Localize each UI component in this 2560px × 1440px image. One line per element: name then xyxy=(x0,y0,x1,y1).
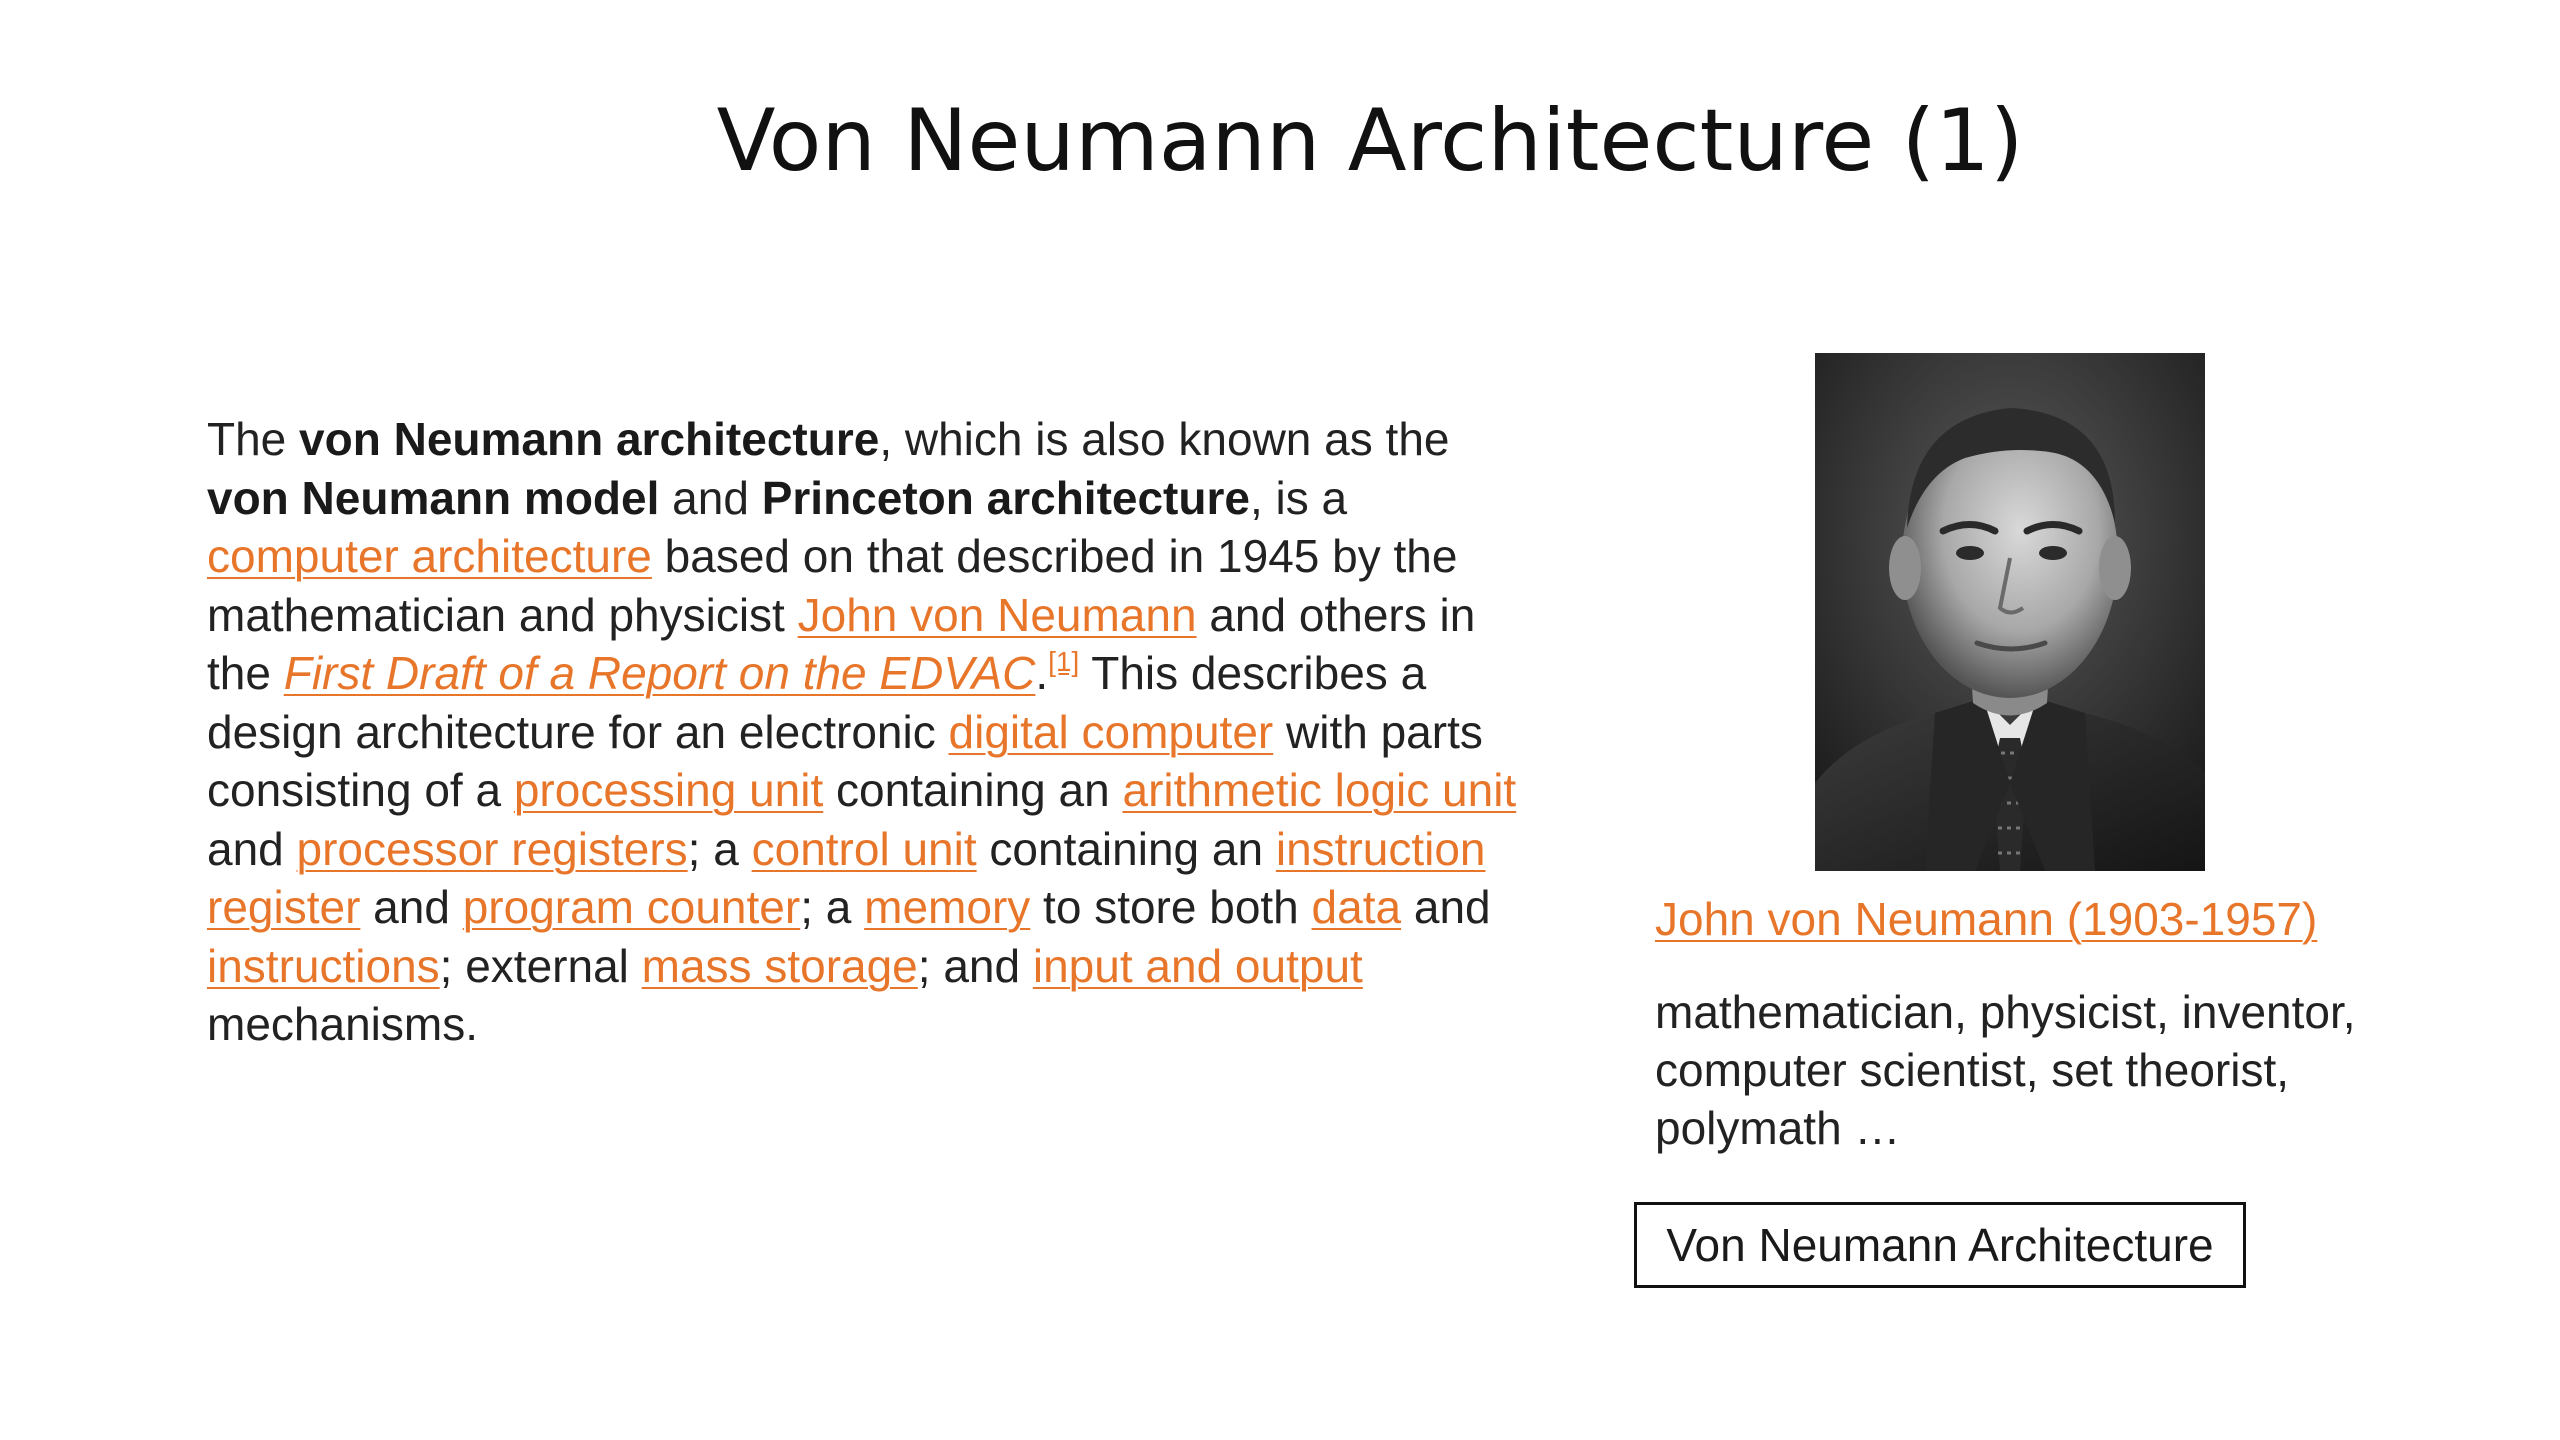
link-processing-unit[interactable]: processing unit xyxy=(513,764,824,816)
link-john-von-neumann[interactable]: John von Neumann xyxy=(797,588,1197,641)
portrait-description: mathematician, physicist, inventor, computer scientist, set theorist, polymath … xyxy=(1655,986,2356,1154)
text-run: based on that described in 1945 by the mathematician and physicist xyxy=(207,530,1458,641)
text-run: ; external xyxy=(439,939,642,992)
link-instructions[interactable]: instructions xyxy=(207,939,440,992)
text-run: ; and xyxy=(917,939,1033,992)
text-run: to store both xyxy=(1030,881,1312,933)
portrait-illustration xyxy=(1815,353,2205,871)
link-first-draft-edvac[interactable]: First Draft of a Report on the EDVAC xyxy=(283,647,1036,699)
link-arithmetic-logic-unit[interactable]: arithmetic logic unit xyxy=(1122,764,1517,816)
portrait-photo xyxy=(1815,353,2205,871)
link-data[interactable]: data xyxy=(1311,881,1402,933)
text-run: . xyxy=(1035,647,1049,699)
link-instruction-register[interactable]: instruction register xyxy=(207,822,1486,933)
link-digital-computer[interactable]: digital computer xyxy=(948,705,1274,758)
link-mass-storage[interactable]: mass storage xyxy=(641,939,918,992)
von-neumann-architecture-button[interactable]: Von Neumann Architecture xyxy=(1634,1202,2246,1288)
citation-ref[interactable]: [1] xyxy=(1048,646,1080,677)
link-control-unit[interactable]: control unit xyxy=(751,822,977,875)
link-processor-registers[interactable]: processor registers xyxy=(296,822,688,875)
text-run: This describes a design architecture for an electronic xyxy=(207,647,1427,758)
text-run: , which is also known as the xyxy=(879,413,1450,465)
link-computer-architecture[interactable]: computer architecture xyxy=(207,530,652,582)
body-paragraph xyxy=(207,410,1527,1054)
text-run: , is a xyxy=(1249,471,1348,524)
portrait-caption-link[interactable]: John von Neumann (1903-1957) xyxy=(1655,893,2318,945)
term-princeton-architecture: Princeton architecture xyxy=(761,471,1250,524)
text-run: mechanisms. xyxy=(207,998,478,1050)
link-memory[interactable]: memory xyxy=(864,881,1031,933)
text-run: and xyxy=(659,471,762,524)
text-run: ; a xyxy=(800,881,865,933)
term-von-neumann-architecture: von Neumann architecture xyxy=(299,413,880,465)
link-input-and-output[interactable]: input and output xyxy=(1032,939,1363,992)
text-run: with parts consisting of a xyxy=(207,705,1483,816)
slide-title: Von Neumann Architecture (1) xyxy=(716,91,2024,191)
text-run: ; a xyxy=(687,822,752,875)
link-program-counter[interactable]: program counter xyxy=(462,881,801,933)
term-von-neumann-model: von Neumann model xyxy=(207,471,660,524)
text-run: and others in the xyxy=(207,588,1476,699)
text-run: containing an xyxy=(823,764,1123,816)
text-run: containing an xyxy=(976,822,1276,875)
text-run: and xyxy=(207,822,297,875)
text-run: and xyxy=(1401,881,1491,933)
text-run: and xyxy=(360,881,463,933)
text-run: The xyxy=(207,413,300,465)
